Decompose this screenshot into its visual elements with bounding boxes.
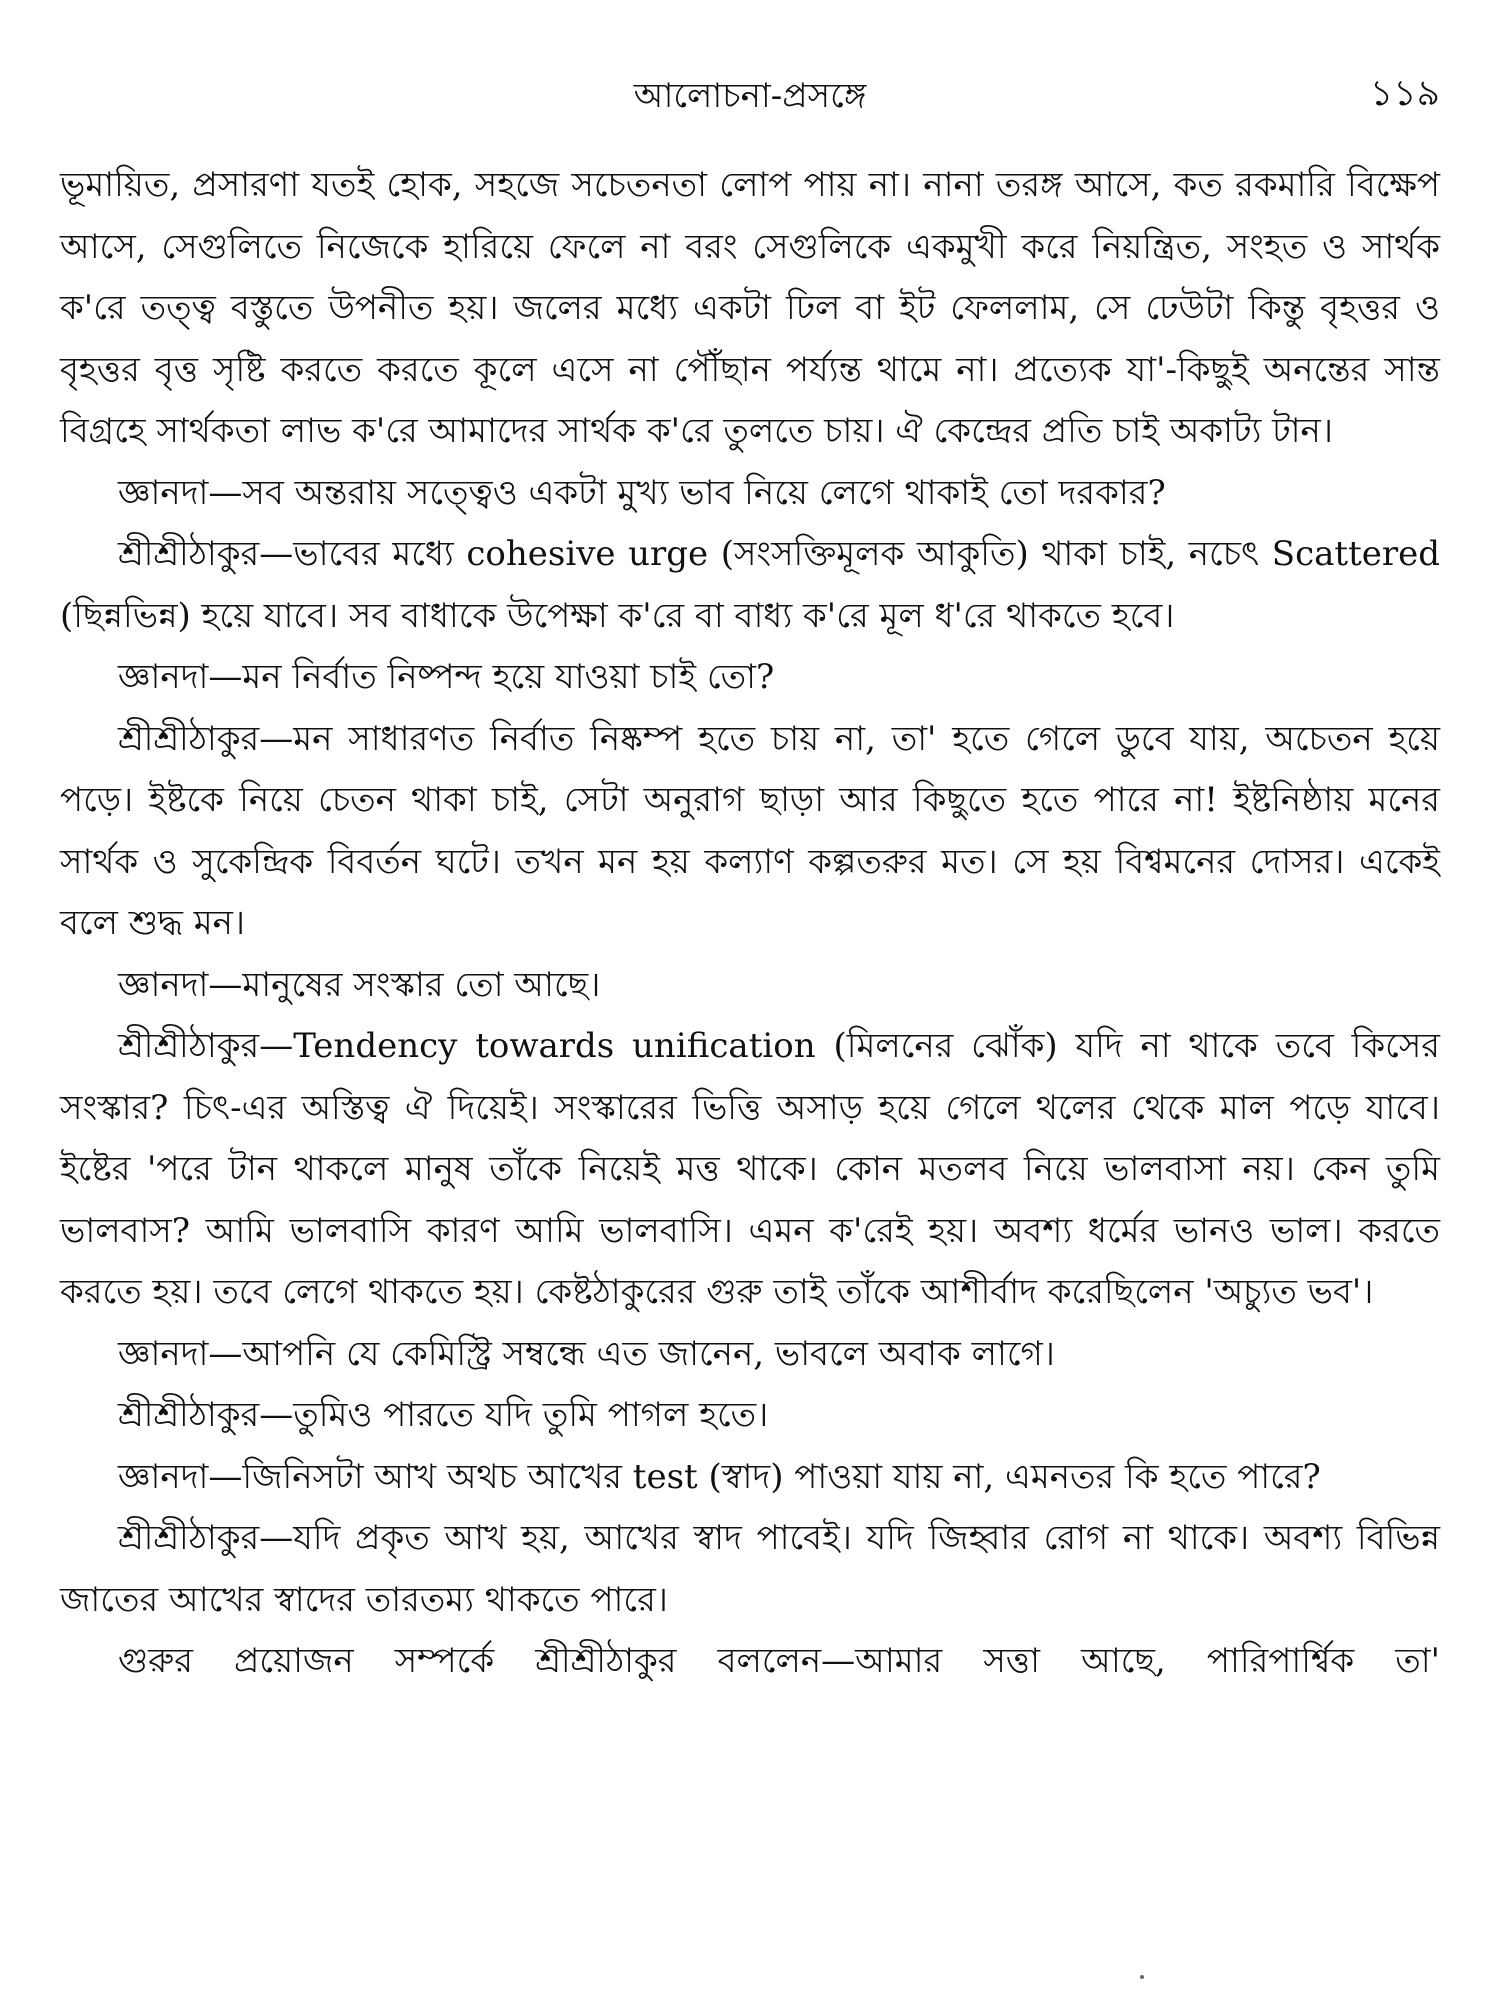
paragraph-thakur-answer: শ্রীশ্রীঠাকুর—Tendency towards unification (মিলনের ঝোঁক) যদি না থাকে তবে কিসের সংস্কার? চিৎ-এর অস্তিত্ব ঐ দিয়েই। সংস্কারের ভিত্তি অসাড় হয়ে গেলে থলের থেকে মাল পড়ে যাবে। ইষ্টের 'পরে টান থাকলে মানুষ তাঁকে নিয়েই মত্ত থাকে। কোন মতলব নিয়ে ভালবাসা নয়। কেন তুমি ভালবাস? আমি ভালবাসি কারণ আমি ভালবাসি। এমন ক'রেই হয়। অবশ্য ধর্মের ভানও ভাল। করতে করতে হয়। তবে লেগে থাকতে হয়। কেষ্টঠাকুরের গুরু তাই তাঁকে আশীর্বাদ করেছিলেন 'অচ্যুত ভব'। [60,1026,1440,1312]
page-number: ১১৯ [1369,73,1440,114]
running-title: আলোচনা-প্রসঙ্গে [633,76,867,116]
print-speck [1140,1975,1144,1979]
body-text [60,155,1440,1693]
paragraph-jnanada-question: জ্ঞানদা—জিনিসটা আখ অথচ আখের test (স্বাদ) পাওয়া যায় না, এমনতর কি হতে পারে? [118,1456,1321,1497]
paragraph-thakur-answer: শ্রীশ্রীঠাকুর—যদি প্রকৃত আখ হয়, আখের স্বাদ পাবেই। যদি জিহ্বার রোগ না থাকে। অবশ্য বিভিন্ন জাতের আখের স্বাদের তারতম্য থাকতে পারে। [60,1518,1440,1620]
paragraph-jnanada-question: জ্ঞানদা—আপনি যে কেমিস্ট্রি সম্বন্ধে এত জানেন, ভাবলে অবাক লাগে। [118,1333,1055,1374]
paragraph-thakur-answer: শ্রীশ্রীঠাকুর—মন সাধারণত নির্বাত নিষ্কম্প হতে চায় না, তা' হতে গেলে ডুবে যায়, অচেতন হয়ে পড়ে। ইষ্টকে নিয়ে চেতন থাকা চাই, সেটা অনুরাগ ছাড়া আর কিছুতে হতে পারে না! ইষ্টনিষ্ঠায় মনের সার্থক ও সুকেন্দ্রিক বিবর্তন ঘটে। তখন মন হয় কল্যাণ কল্পতরুর মত। সে হয় বিশ্বমনের দোসর। একেই বলে শুদ্ধ মন। [60,718,1440,943]
paragraph-thakur-answer: শ্রীশ্রীঠাকুর—ভাবের মধ্যে cohesive urge (সংসক্তিমূলক আকুতি) থাকা চাই, নচেৎ Scattered (ছিন্নভিন্ন) হয়ে যাবে। সব বাধাকে উপেক্ষা ক'রে বা বাধ্য ক'রে মূল ধ'রে থাকতে হবে। [60,534,1440,636]
paragraph-jnanada-question: জ্ঞানদা—মানুষের সংস্কার তো আছে। [118,964,601,1005]
paragraph-jnanada-question: জ্ঞানদা—সব অন্তরায় সত্ত্বেও একটা মুখ্য ভাব নিয়ে লেগে থাকাই তো দরকার? [118,472,1166,513]
paragraph-jnanada-question: জ্ঞানদা—মন নির্বাত নিষ্পন্দ হয়ে যাওয়া চাই তো? [118,657,775,697]
paragraph-continued: ভূমায়িত, প্রসারণা যতই হোক, সহজে সচেতনতা লোপ পায় না। নানা তরঙ্গ আসে, কত রকমারি বিক্ষেপ আসে, সেগুলিতে নিজেকে হারিয়ে ফেলে না বরং সেগুলিকে একমুখী করে নিয়ন্ত্রিত, সংহত ও সার্থক ক'রে তত্ত্ব বস্তুতে উপনীত হয়। জলের মধ্যে একটা ঢিল বা ইট ফেললাম, সে ঢেউটা কিন্তু বৃহত্তর ও বৃহত্তর বৃত্ত সৃষ্টি করতে করতে কূলে এসে না পৌঁছান পর্য্যন্ত থামে না। প্রত্যেক যা'-কিছুই অনন্তের সান্ত বিগ্রহে সার্থকতা লাভ ক'রে আমাদের সার্থক ক'রে তুলতে চায়। ঐ কেন্দ্রের প্রতি চাই অকাট্য টান। [60,165,1440,451]
paragraph-thakur-answer: শ্রীশ্রীঠাকুর—তুমিও পারতে যদি তুমি পাগল হতে। [118,1395,769,1435]
paragraph-narration: গুরুর প্রয়োজন সম্পর্কে শ্রীশ্রীঠাকুর বললেন—আমার সত্তা আছে, পারিপার্শ্বিক তা' [118,1641,1440,1681]
running-head [60,60,1440,120]
